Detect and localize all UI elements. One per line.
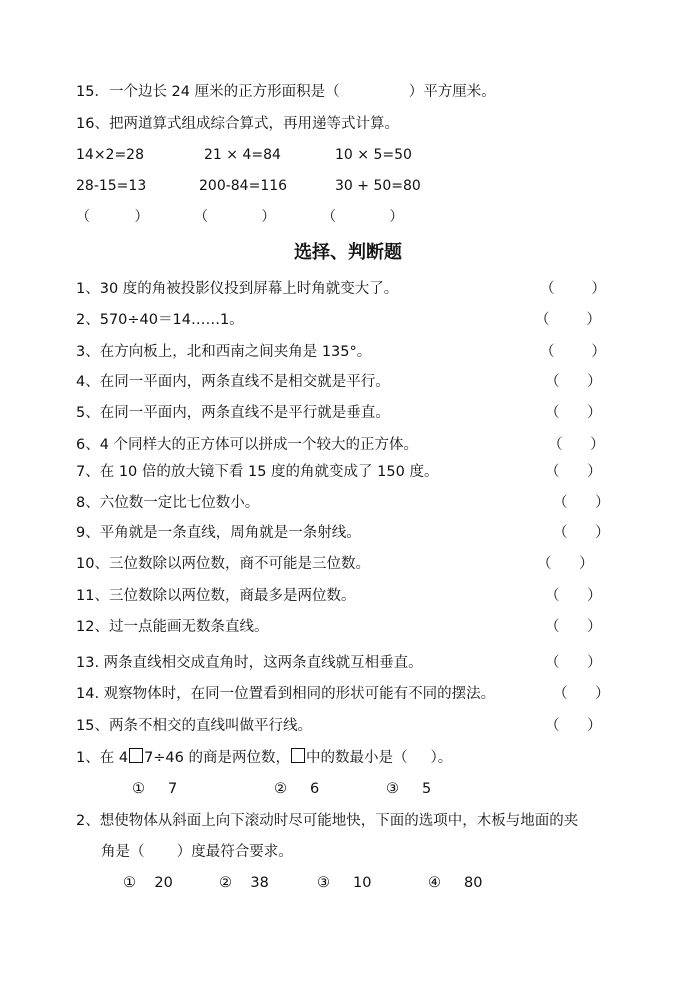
choice-1-option-2: ② 6 [274,781,320,797]
judge-paren-5: （ ） [545,405,602,421]
section-title: 选择、判断题 [294,242,402,263]
judge-paren-12: （ ） [545,619,602,635]
judge-item-6: 6、4 个同样大的正方体可以拼成一个较大的正方体。 [76,437,419,453]
judge-paren-3: （ ） [540,344,606,360]
choice-1-suffix: 7÷46 的商是两位数， [144,750,290,766]
answer-paren-3: （ ） [322,209,404,225]
equation-1: 14×2=28 [76,147,144,163]
choice-question-2-line2: 角是（ ）度最符合要求。 [101,844,293,860]
judge-paren-6: （ ） [548,437,605,453]
judge-item-1: 1、30 度的角被投影仪投到屏幕上时角就变大了。 [76,281,399,297]
judge-paren-9: （ ） [553,525,610,541]
judge-paren-14: （ ） [553,686,610,702]
judge-paren-8: （ ） [553,495,610,511]
equation-6: 30 + 50=80 [335,178,421,194]
judge-paren-10: （ ） [537,556,594,572]
judge-paren-15: （ ） [545,718,602,734]
equation-3: 10 × 5=50 [335,147,412,163]
choice-1-prefix: 1、在 4 [76,750,129,766]
blank-box-icon [291,748,305,763]
answer-paren-2: （ ） [194,209,276,225]
judge-paren-7: （ ） [545,464,602,480]
judge-item-5: 5、在同一平面内，两条直线不是平行就是垂直。 [76,405,390,421]
choice-2-option-2: ② 38 [219,875,269,891]
choice-1-option-3: ③ 5 [386,781,432,797]
choice-question-2-line1: 2、想使物体从斜面上向下滚动时尽可能地快，下面的选项中，木板与地面的夹 [76,813,579,829]
judge-item-7: 7、在 10 倍的放大镜下看 15 度的角就变成了 150 度。 [76,464,439,480]
choice-2-option-4: ④ 80 [428,875,483,891]
judge-item-12: 12、过一点能画无数条直线。 [76,619,269,635]
judge-item-13: 13. 两条直线相交成直角时，这两条直线就互相垂直。 [76,655,423,671]
equation-2: 21 × 4=84 [204,147,281,163]
answer-paren-1: （ ） [76,209,149,225]
choice-1-suffix-2: 中的数最小是（ ）。 [306,750,453,766]
judge-item-4: 4、在同一平面内，两条直线不是相交就是平行。 [76,374,390,390]
judge-paren-13: （ ） [545,655,602,671]
judge-item-2: 2、570÷40＝14……1。 [76,312,244,328]
judge-paren-4: （ ） [545,374,602,390]
judge-item-15: 15、两条不相交的直线叫做平行线。 [76,718,312,734]
judge-paren-11: （ ） [545,588,602,604]
equation-5: 200-84=116 [199,178,288,194]
choice-2-option-1: ① 20 [123,875,173,891]
equation-4: 28-15=13 [76,178,147,194]
judge-item-8: 8、六位数一定比七位数小。 [76,495,260,511]
judge-paren-1: （ ） [540,281,606,297]
choice-2-option-3: ③ 10 [317,875,372,891]
judge-paren-2: （ ） [535,312,601,328]
judge-item-9: 9、平角就是一条直线，周角就是一条射线。 [76,525,361,541]
choice-question-1 [76,746,452,770]
judge-item-10: 10、三位数除以两位数，商不可能是三位数。 [76,556,370,572]
question-15-fill: 15．一个边长 24 厘米的正方形面积是（ ）平方厘米。 [76,84,496,100]
blank-box-icon [129,748,143,763]
judge-item-14: 14. 观察物体时，在同一位置看到相同的形状可能有不同的摆法。 [76,686,496,702]
judge-item-11: 11、三位数除以两位数，商最多是两位数。 [76,588,356,604]
question-16-instruction: 16、把两道算式组成综合算式，再用递等式计算。 [76,116,399,132]
choice-1-option-1: ① 7 [132,781,178,797]
judge-item-3: 3、在方向板上，北和西南之间夹角是 135°。 [76,344,372,360]
